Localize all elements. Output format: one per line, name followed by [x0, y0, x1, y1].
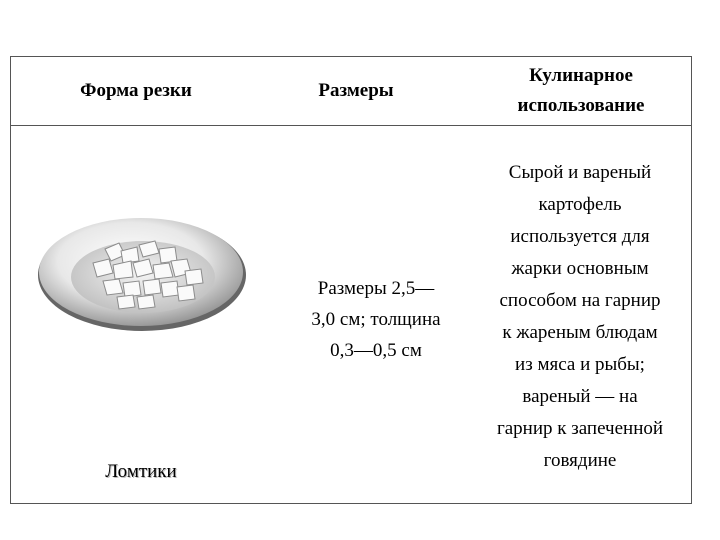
header-divider	[11, 125, 691, 126]
plate-of-potato-slices-icon	[19, 191, 269, 351]
header-cut-shape: Форма резки	[80, 80, 192, 101]
dimensions-cell: Размеры 2,5— 3,0 см; толщина 0,3—0,5 см	[311, 278, 441, 361]
header-dimensions: Размеры	[318, 80, 394, 101]
cutting-table	[10, 56, 692, 504]
cut-shape-caption: Ломтики	[105, 461, 177, 482]
culinary-use-cell: Сырой и вареный картофель используется для жарки основным способом на гарнир к жареным блюдам из мяса и рыбы; вареный — на гарнир к запеченной говядине	[496, 162, 664, 471]
header-culinary-use: Кулинарное использование	[517, 65, 645, 116]
